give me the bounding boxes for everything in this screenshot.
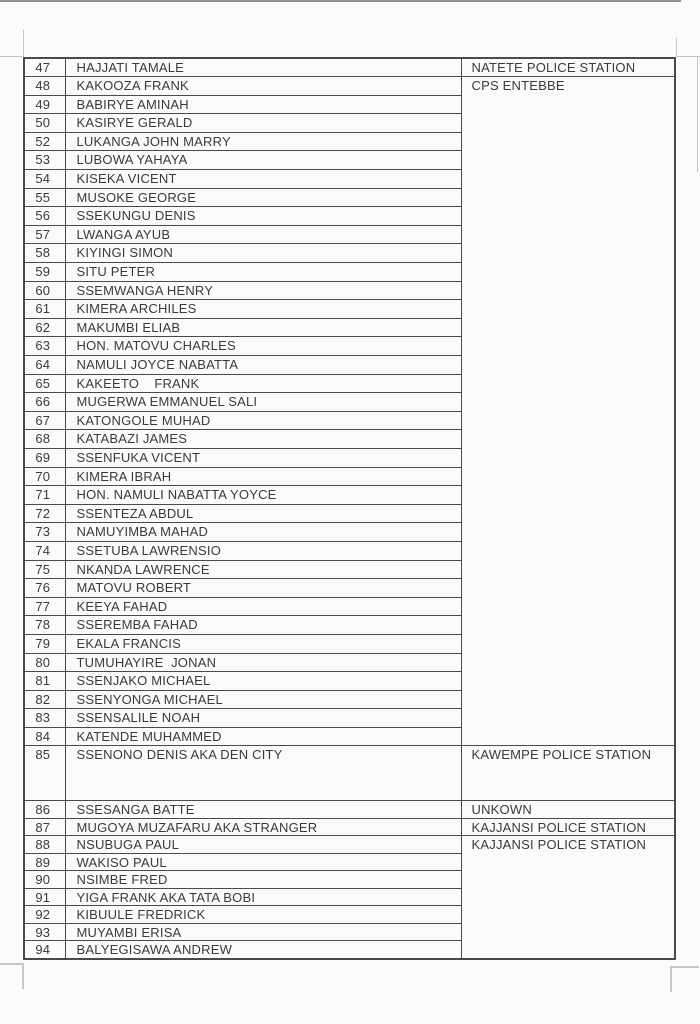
row-number-cell: 53 [24,151,65,170]
row-number-cell: 82 [24,690,65,709]
row-number-cell: 55 [24,188,65,207]
person-name-cell: SSENSALILE NOAH [65,709,461,728]
row-number-cell: 85 [24,746,65,801]
person-name-cell: KASIRYE GERALD [65,114,461,133]
row-number-cell: 81 [24,672,65,691]
row-number-cell: 86 [24,801,65,819]
bottom-right-crop-mark-horizontal [670,966,699,968]
person-name-cell: WAKISO PAUL [65,853,461,871]
person-name-cell: NKANDA LAWRENCE [65,560,461,579]
person-name-cell: SITU PETER [65,263,461,282]
prisoner-table-body [24,58,675,959]
table-row [24,58,675,77]
row-number-cell: 60 [24,281,65,300]
row-number-cell: 94 [24,941,65,959]
person-name-cell: SSENTEZA ABDUL [65,504,461,523]
row-number-cell: 78 [24,616,65,635]
row-number-cell: 87 [24,818,65,836]
person-name-cell: LUBOWA YAHAYA [65,151,461,170]
person-name-cell: SSEREMBA FAHAD [65,616,461,635]
person-name-cell: HON. MATOVU CHARLES [65,337,461,356]
person-name-cell: SSENYONGA MICHAEL [65,690,461,709]
row-number-cell: 52 [24,132,65,151]
table-row [24,836,675,854]
row-number-cell: 47 [24,58,65,77]
row-number-cell: 69 [24,448,65,467]
police-station-cell: KAJJANSI POLICE STATION [461,818,675,836]
row-number-cell: 93 [24,923,65,941]
person-name-cell: MUGOYA MUZAFARU AKA STRANGER [65,818,461,836]
row-number-cell: 50 [24,114,65,133]
row-number-cell: 79 [24,634,65,653]
person-name-cell: KAKOOZA FRANK [65,77,461,96]
row-number-cell: 80 [24,653,65,672]
row-number-cell: 49 [24,95,65,114]
row-number-cell: 62 [24,318,65,337]
row-number-cell: 88 [24,836,65,854]
person-name-cell: SSEKUNGU DENIS [65,207,461,226]
row-number-cell: 72 [24,504,65,523]
police-station-cell: NATETE POLICE STATION [461,58,675,77]
person-name-cell: SSENJAKO MICHAEL [65,672,461,691]
person-name-cell: KATENDE MUHAMMED [65,727,461,746]
person-name-cell: MUGERWA EMMANUEL SALI [65,393,461,412]
bottom-right-crop-mark-vertical [670,966,672,992]
row-number-cell: 90 [24,871,65,889]
person-name-cell: KEEYA FAHAD [65,597,461,616]
prisoner-roster-table [23,57,676,960]
row-number-cell: 56 [24,207,65,226]
row-number-cell: 74 [24,541,65,560]
top-left-boundary-mark [23,30,24,57]
person-name-cell: BALYEGISAWA ANDREW [65,941,461,959]
row-number-cell: 48 [24,77,65,96]
person-name-cell: KISEKA VICENT [65,170,461,189]
table-row [24,801,675,819]
row-number-cell: 61 [24,300,65,319]
person-name-cell: TUMUHAYIRE JONAN [65,653,461,672]
row-number-cell: 77 [24,597,65,616]
person-name-cell: NAMUYIMBA MAHAD [65,523,461,542]
row-number-cell: 92 [24,906,65,924]
table-row [24,818,675,836]
police-station-cell: KAWEMPE POLICE STATION [461,746,675,801]
row-number-cell: 84 [24,727,65,746]
page-right-edge-line [697,57,698,172]
person-name-cell: KATABAZI JAMES [65,430,461,449]
person-name-cell: SSESANGA BATTE [65,801,461,819]
person-name-cell: MAKUMBI ELIAB [65,318,461,337]
person-name-cell: KAKEETO FRANK [65,374,461,393]
top-right-boundary-mark [676,38,677,57]
row-number-cell: 63 [24,337,65,356]
row-number-cell: 57 [24,225,65,244]
row-number-cell: 58 [24,244,65,263]
row-number-cell: 76 [24,579,65,598]
row-number-cell: 68 [24,430,65,449]
person-name-cell: KIMERA ARCHILES [65,300,461,319]
person-name-cell: KATONGOLE MUHAD [65,411,461,430]
bottom-left-crop-mark-vertical [22,963,24,989]
person-name-cell: BABIRYE AMINAH [65,95,461,114]
person-name-cell: SSENONO DENIS AKA DEN CITY [65,746,461,801]
person-name-cell: MUSOKE GEORGE [65,188,461,207]
row-number-cell: 64 [24,356,65,375]
row-number-cell: 65 [24,374,65,393]
police-station-cell: KAJJANSI POLICE STATION [461,836,675,959]
police-station-cell: UNKOWN [461,801,675,819]
person-name-cell: MATOVU ROBERT [65,579,461,598]
top-left-boundary-mark-horizontal [0,56,23,57]
person-name-cell: NSIMBE FRED [65,871,461,889]
person-name-cell: EKALA FRANCIS [65,634,461,653]
row-number-cell: 71 [24,486,65,505]
row-number-cell: 75 [24,560,65,579]
row-number-cell: 73 [24,523,65,542]
person-name-cell: MUYAMBI ERISA [65,923,461,941]
table-row [24,746,675,801]
row-number-cell: 59 [24,263,65,282]
person-name-cell: KIBUULE FREDRICK [65,906,461,924]
person-name-cell: LUKANGA JOHN MARRY [65,132,461,151]
person-name-cell: KIYINGI SIMON [65,244,461,263]
bottom-left-crop-mark-horizontal [0,963,23,965]
person-name-cell: NAMULI JOYCE NABATTA [65,356,461,375]
row-number-cell: 91 [24,888,65,906]
person-name-cell: HAJJATI TAMALE [65,58,461,77]
person-name-cell: YIGA FRANK AKA TATA BOBI [65,888,461,906]
row-number-cell: 67 [24,411,65,430]
person-name-cell: LWANGA AYUB [65,225,461,244]
row-number-cell: 70 [24,467,65,486]
police-station-cell: CPS ENTEBBE [461,77,675,746]
row-number-cell: 54 [24,170,65,189]
person-name-cell: SSEMWANGA HENRY [65,281,461,300]
person-name-cell: NSUBUGA PAUL [65,836,461,854]
row-number-cell: 83 [24,709,65,728]
person-name-cell: SSETUBA LAWRENSIO [65,541,461,560]
page-top-edge-line [0,0,681,2]
table-row [24,77,675,96]
person-name-cell: KIMERA IBRAH [65,467,461,486]
row-number-cell: 89 [24,853,65,871]
person-name-cell: HON. NAMULI NABATTA YOYCE [65,486,461,505]
person-name-cell: SSENFUKA VICENT [65,448,461,467]
row-number-cell: 66 [24,393,65,412]
